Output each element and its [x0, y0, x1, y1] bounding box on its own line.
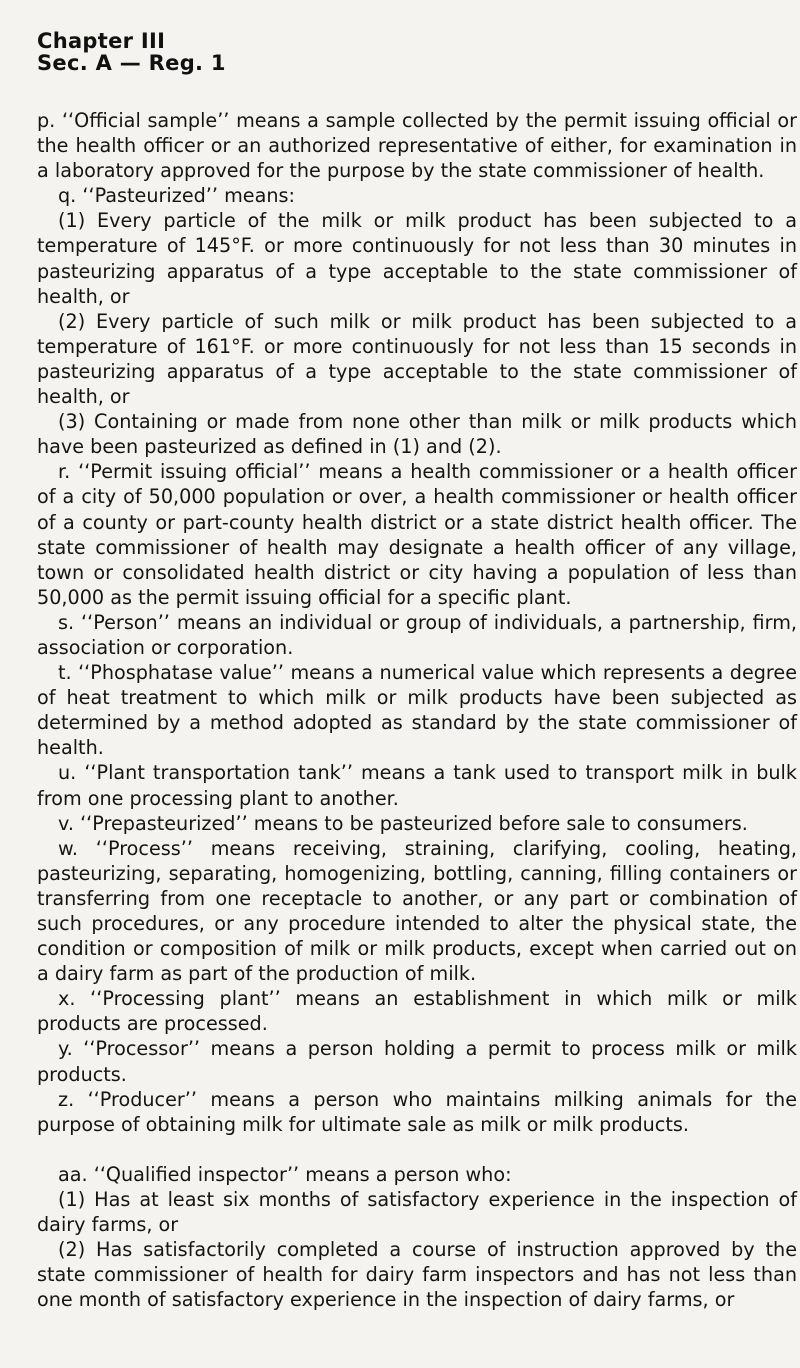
definition-q-item-1: (1) Every particle of the milk or milk product has been subjected to a temperature of 145°F. or more continuously for not less than 30 minutes in pasteurizing apparatus of a type acceptable to the state commissioner of health, or: [37, 209, 797, 308]
definition-s: s. ‘‘Person’’ means an individual or group of individuals, a partnership, firm, association or corporation.: [37, 610, 797, 659]
definition-aa-item-2: (2) Has satisfactorily completed a course of instruction approved by the state commissioner of health for dairy farm inspectors and has not less than one month of satisfactory experience in the inspection of dairy farms, or: [37, 1238, 797, 1312]
definition-x: x. ‘‘Processing plant’’ means an establishment in which milk or milk products are processed.: [37, 987, 797, 1036]
definition-aa: aa. ‘‘Qualified inspector’’ means a person who:: [58, 1162, 512, 1186]
section-label: Sec. A — Reg. 1: [37, 51, 226, 75]
definition-aa-item-1: (1) Has at least six months of satisfactory experience in the inspection of dairy farms, or: [37, 1187, 797, 1237]
definition-y: y. ‘‘Processor’’ means a person holding a permit to process milk or milk products.: [37, 1037, 797, 1086]
definition-u: u. ‘‘Plant transportation tank’’ means a tank used to transport milk in bulk from one processing plant to another.: [37, 761, 797, 810]
definition-q: q. ‘‘Pasteurized’’ means:: [58, 184, 295, 208]
definition-r: r. ‘‘Permit issuing official’’ means a health commissioner or a health officer of a city of 50,000 population or over, a health commissioner or health officer of a county or part-county health district or a state district health officer. The state commissioner of health may designate a health officer of any village, town or consolidated health district or city having a population of less than 50,000 as the permit issuing official for a specific plant.: [37, 460, 797, 609]
definition-q-item-2: (2) Every particle of such milk or milk product has been subjected to a temperature of 161°F. or more continuously for not less than 15 seconds in pasteurizing apparatus of a type acceptable to the state commissioner of health, or: [37, 309, 797, 409]
definition-q-item-3: (3) Containing or made from none other than milk or milk products which have been pasteurized as defined in (1) and (2).: [37, 410, 797, 459]
definition-v: v. ‘‘Prepasteurized’’ means to be pasteurized before sale to consumers.: [58, 811, 748, 835]
definition-t: t. ‘‘Phosphatase value’’ means a numerical value which represents a degree of heat treatment to which milk or milk products have been subjected as determined by a method adopted as standard by the state commissioner of health.: [37, 661, 797, 760]
regulation-text: [37, 108, 797, 1312]
definition-z: z. ‘‘Producer’’ means a person who maintains milking animals for the purpose of obtaining milk for ultimate sale as milk or milk products.: [37, 1087, 797, 1136]
definition-w: w. ‘‘Process’’ means receiving, straining, clarifying, cooling, heating, pasteurizing, separating, homogenizing, bottling, canning, filling containers or transferring from one receptacle to another, or any part or combination of such procedures, or any procedure intended to alter the physical state, the condition or composition of milk or milk products, except when carried out on a dairy farm as part of the production of milk.: [37, 836, 797, 986]
page-header: [37, 30, 226, 74]
chapter-label: Chapter III: [37, 29, 166, 53]
definition-p: p. ‘‘Official sample’’ means a sample collected by the permit issuing official or the health officer or an authorized representative of either, for examination in a laboratory approved for the purpose by the state commissioner of health.: [37, 109, 797, 183]
